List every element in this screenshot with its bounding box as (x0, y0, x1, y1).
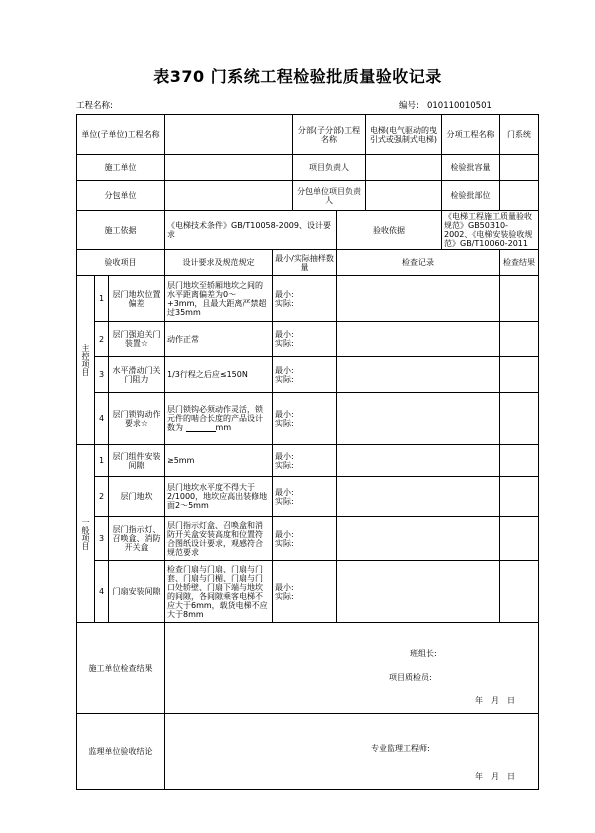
item-number: 1 (95, 276, 109, 322)
engineer-label: 专业监理工程师: (371, 744, 430, 753)
table-row (77, 276, 539, 322)
page-title: 表370 门系统工程检验批质量验收记录 (153, 67, 442, 86)
sample-cell[interactable]: 最小: 实际: (273, 477, 337, 517)
item-requirement: 层门指示灯盒、召唤盒和消防开关盒安装高度和位置符合图纸设计要求，观感符合规范要求 (165, 517, 273, 561)
number-label: 编号: (399, 101, 419, 111)
item-number: 1 (95, 445, 109, 477)
result-cell[interactable] (500, 517, 539, 561)
construction-check-field[interactable] (165, 623, 539, 714)
batch-capacity-label: 检验批容量 (442, 155, 500, 181)
subcontract-unit-field[interactable] (165, 181, 293, 211)
construction-date-label: 年 月 日 (475, 696, 515, 705)
batch-location-label: 检验批部位 (442, 181, 500, 211)
unit-name-label: 单位(子单位)工程名称 (77, 115, 165, 155)
item-requirement: 层门锁钩必须动作灵活，锁元件的啮合长度的产品设计数为 mm (165, 393, 273, 445)
item-name: 层门地坎位置偏差 (109, 276, 165, 322)
table-row (77, 393, 539, 445)
result-cell[interactable] (500, 322, 539, 357)
subcontract-manager-field[interactable] (366, 181, 442, 211)
sample-cell[interactable]: 最小: 实际: (273, 517, 337, 561)
item-name: 层门指示灯、召唤盒、消防开关盒 (109, 517, 165, 561)
sample-cell[interactable]: 最小: 实际: (273, 561, 337, 623)
subunit-name-value: 电梯(电气驱动的曳引式或强制式电梯) (366, 115, 442, 155)
item-requirement: ≥5mm (165, 445, 273, 477)
inspector-label: 项目质检员: (389, 673, 432, 682)
subcontract-manager-label: 分包单位项目负责人 (293, 181, 366, 211)
acceptance-basis-label: 验收依据 (337, 211, 442, 250)
subitem-name-label: 分项工程名称 (442, 115, 500, 155)
item-name: 层门组件安装间隙 (109, 445, 165, 477)
item-name: 水平滑动门关门阻力 (109, 357, 165, 393)
table-row (77, 561, 539, 623)
result-cell[interactable] (500, 357, 539, 393)
result-cell[interactable] (500, 276, 539, 322)
item-number: 4 (95, 393, 109, 445)
col-record-header: 检查记录 (337, 250, 500, 276)
number-value: 010110010501 (426, 101, 492, 111)
sample-cell[interactable]: 最小: 实际: (273, 445, 337, 477)
record-cell[interactable] (337, 561, 500, 623)
item-number: 3 (95, 517, 109, 561)
general-group-label: 一般项目 (77, 445, 95, 623)
table-row (77, 357, 539, 393)
blank-line[interactable] (186, 423, 216, 432)
item-requirement: 层门地坎水平度不得大于2/1000，地坎应高出装修地面2～5mm (165, 477, 273, 517)
record-cell[interactable] (337, 445, 500, 477)
item-number: 2 (95, 322, 109, 357)
supervision-check-field[interactable] (165, 714, 539, 790)
record-cell[interactable] (337, 393, 500, 445)
col-result-header: 检查结果 (500, 250, 539, 276)
subunit-name-label: 分部(子分部)工程名称 (293, 115, 366, 155)
project-name-label: 工程名称: (76, 101, 113, 111)
col-requirement-header: 设计要求及规范规定 (165, 250, 273, 276)
result-cell[interactable] (500, 477, 539, 517)
item-name: 门扇安装间隙 (109, 561, 165, 623)
sample-cell[interactable]: 最小: 实际: (273, 276, 337, 322)
record-cell[interactable] (337, 322, 500, 357)
construction-basis-value: 《电梯技术条件》GB/T10058-2009、设计要求 (165, 211, 337, 250)
record-cell[interactable] (337, 276, 500, 322)
item-name: 层门锁钩动作要求☆ (109, 393, 165, 445)
team-leader-label: 班组长: (410, 649, 437, 658)
subcontract-unit-label: 分包单位 (77, 181, 165, 211)
item-number: 3 (95, 357, 109, 393)
acceptance-record-table (76, 114, 539, 790)
sample-cell[interactable]: 最小: 实际: (273, 357, 337, 393)
unit-name-field[interactable] (165, 115, 293, 155)
record-cell[interactable] (337, 517, 500, 561)
sample-cell[interactable]: 最小: 实际: (273, 322, 337, 357)
acceptance-basis-value: 《电梯工程施工质量验收规范》GB50310-2002、《电梯安装验收规范》GB/T10060-2011 (442, 211, 539, 250)
table-row (77, 517, 539, 561)
project-manager-label: 项目负责人 (293, 155, 366, 181)
main-group-label: 主控项目 (77, 276, 95, 445)
item-number: 2 (95, 477, 109, 517)
construction-check-label: 施工单位检查结果 (77, 623, 165, 714)
project-manager-field[interactable] (366, 155, 442, 181)
supervision-date-label: 年 月 日 (475, 772, 515, 781)
construction-unit-field[interactable] (165, 155, 293, 181)
record-cell[interactable] (337, 357, 500, 393)
col-item-header: 验收项目 (77, 250, 165, 276)
construction-basis-label: 施工依据 (77, 211, 165, 250)
table-row (77, 322, 539, 357)
supervision-check-label: 监理单位验收结论 (77, 714, 165, 790)
record-number (399, 99, 492, 111)
batch-capacity-field[interactable] (500, 155, 539, 181)
item-requirement: 动作正常 (165, 322, 273, 357)
result-cell[interactable] (500, 445, 539, 477)
record-cell[interactable] (337, 477, 500, 517)
item-requirement: 层门地坎至轿厢地坎之间的水平距离偏差为0～+3mm，且最大距离严禁超过35mm (165, 276, 273, 322)
item-name: 层门强迫关门装置☆ (109, 322, 165, 357)
sample-cell[interactable]: 最小: 实际: (273, 393, 337, 445)
item-requirement: 检查门扇与门扇、门扇与门套、门扇与门楣、门扇与门口处轿壁、门扇下端与地坎的间隙，各间隙乘客电梯不应大于6mm，载货电梯不应大于8mm (165, 561, 273, 623)
subitem-name-value: 门系统 (500, 115, 539, 155)
result-cell[interactable] (500, 561, 539, 623)
item-number: 4 (95, 561, 109, 623)
col-sample-header: 最小/实际抽样数量 (273, 250, 337, 276)
table-row (77, 445, 539, 477)
construction-unit-label: 施工单位 (77, 155, 165, 181)
item-name: 层门地坎 (109, 477, 165, 517)
item-requirement: 1/3行程之后应≤150N (165, 357, 273, 393)
result-cell[interactable] (500, 393, 539, 445)
table-row (77, 477, 539, 517)
batch-location-field[interactable] (500, 181, 539, 211)
